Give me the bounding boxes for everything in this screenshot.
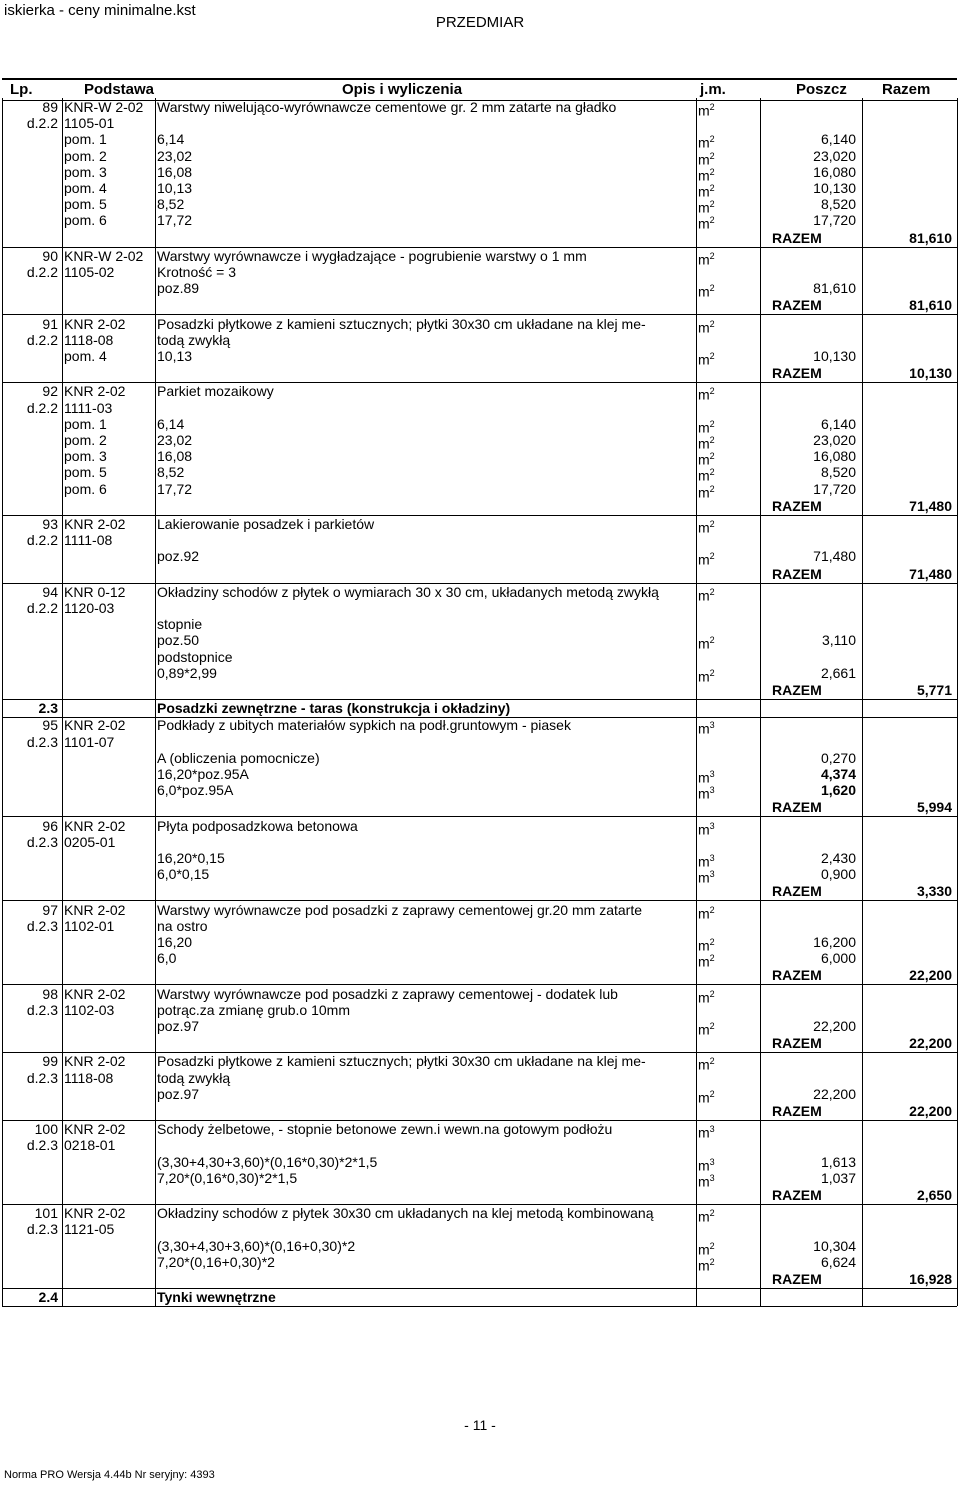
item-basis: 1118-08 [64,1069,114,1086]
item-description: 7,20*(0,16+0,30)*2 [157,1253,275,1270]
unit-cell: $m^2$ [698,183,715,200]
item-description: 6,0*poz.95A [157,782,234,799]
item-basis: pom. 6 [64,480,107,497]
item-quantity: 22,200 [813,1018,856,1034]
item-quantity: 2,430 [820,850,856,866]
item-quantity: 17,720 [813,480,856,497]
item-basis: pom. 6 [64,212,107,229]
unit-cell: $m^3$ [698,1156,715,1174]
item-basis: pom. 1 [64,415,107,432]
item-quantity: 1,613 [820,1153,856,1170]
unit-cell: $m^3$ [698,785,715,802]
table-header [2,78,957,101]
razem-label: RAZEM [772,1187,822,1203]
item-basis: pom. 5 [64,196,107,213]
item-basis: KNR 2-02 [64,1205,126,1222]
unit-cell: $m^2$ [698,1256,715,1274]
item-description: 23,02 [157,432,193,448]
unit-cell: $m^3$ [698,853,715,870]
col-razem: Razem [882,81,931,98]
item-basis: KNR 2-02 [64,901,126,918]
unit-cell: $m^2$ [698,667,715,685]
item-quantity: 17,720 [813,212,856,229]
item-quantity: 0,900 [820,866,856,883]
item-quantity: 16,200 [813,934,856,950]
unit-cell: $m^2$ [698,1088,715,1106]
section-title: Posadzki zewnętrzne - taras (konstrukcja i okładziny) [157,700,511,717]
item-description: poz.92 [157,548,200,565]
item-quantity: 3,110 [822,632,856,649]
razem-value: 22,200 [909,967,952,984]
item-quantity: 16,080 [813,448,856,465]
item-description: Podkłady z ubitych materiałów sypkich na podł.gruntowym - piasek [157,717,571,734]
item-description: 6,0 [157,950,177,967]
item-description: 16,20*0,15 [157,850,225,866]
item-basis: KNR 2-02 [64,315,126,332]
item-number: d.2.3 [26,1001,58,1018]
item-number: 90 [42,247,58,264]
item-description: Warstwy wyrównawcze pod posadzki z zaprawy cementowej - dodatek lub [157,985,618,1002]
item-number: 91 [42,315,58,332]
table-bottom-border [2,1306,957,1307]
item-quantity: 0,270 [820,749,856,766]
item-description: 17,72 [157,480,193,497]
column-rule [957,98,958,1306]
unit-cell: $m^2$ [698,386,715,404]
item-basis: pom. 1 [64,131,107,148]
item-quantity: 8,520 [820,464,856,481]
item-number: d.2.3 [26,833,58,850]
unit-cell: $m^3$ [698,1172,715,1190]
item-basis: KNR 2-02 [64,383,126,400]
section-number: 2.3 [38,700,58,717]
item-quantity: 81,610 [813,280,856,297]
razem-label: RAZEM [772,1103,822,1119]
item-basis: KNR 2-02 [64,1053,126,1070]
item-description: 7,20*(0,16*0,30)*2*1,5 [157,1169,298,1186]
item-quantity: 71,480 [813,548,856,565]
unit-cell: $m^3$ [698,769,715,786]
razem-value: 5,771 [916,682,952,698]
item-description: 6,0*0,15 [157,866,210,883]
col-lp: Lp. [10,81,33,98]
razem-label: RAZEM [772,1271,822,1287]
item-description: A (obliczenia pomocnicze) [157,749,320,766]
item-number: 99 [42,1053,58,1070]
item-number: d.2.2 [26,115,58,132]
item-basis: KNR 2-02 [64,1121,126,1138]
item-number: 94 [42,583,58,600]
razem-value: 3,330 [916,883,952,900]
razem-label: RAZEM [772,883,822,900]
item-number: d.2.2 [26,532,58,549]
item-description: (3,30+4,30+3,60)*(0,16*0,30)*2*1,5 [157,1153,378,1170]
unit-cell: $m^2$ [698,988,715,1006]
item-quantity: 6,000 [820,950,856,967]
col-podstawa: Podstawa [84,81,155,98]
unit-cell: $m^2$ [698,551,715,569]
item-basis: 0205-01 [64,833,116,850]
page-number: - 11 - [464,1417,496,1433]
item-quantity: 8,520 [820,196,856,213]
item-description: 8,52 [157,196,185,213]
item-description: 16,08 [157,163,193,180]
item-description: poz.97 [157,1018,200,1034]
item-number: d.2.2 [26,399,58,416]
col-jm: j.m. [700,81,726,98]
item-description: (3,30+4,30+3,60)*(0,16+0,30)*2 [157,1237,356,1254]
page-title: PRZEDMIAR [435,14,525,31]
item-description: na ostro [157,917,208,934]
col-opis: Opis i wyliczenia [342,81,463,98]
item-number: d.2.2 [26,600,58,616]
unit-cell: $m^3$ [698,869,715,886]
item-basis: 1105-02 [64,264,115,280]
item-basis: 1118-08 [64,331,114,348]
item-basis: KNR 2-02 [64,817,126,834]
item-basis: 1105-01 [64,115,115,132]
unit-cell: $m^2$ [698,586,715,604]
item-number: 95 [42,717,58,734]
razem-label: RAZEM [772,365,822,382]
unit-cell: $m^2$ [698,483,715,501]
item-number: 92 [42,383,58,400]
column-rule [2,98,3,1306]
item-number: d.2.3 [26,1137,58,1154]
unit-cell: $m^2$ [698,953,715,970]
unit-cell: $m^3$ [698,1124,715,1141]
unit-cell: $m^2$ [698,467,715,485]
item-basis: KNR 2-02 [64,985,126,1002]
item-description: Lakierowanie posadzek i parkietów [157,516,375,532]
item-description: 17,72 [157,212,193,229]
item-description: 16,08 [157,448,193,465]
item-quantity: 22,200 [813,1085,856,1102]
razem-label: RAZEM [772,229,822,246]
item-basis: 1111-03 [64,399,113,416]
item-description: 6,14 [157,131,185,148]
item-description: Warstwy wyrównawcze i wygładzające - pogrubienie warstwy o 1 mm [157,247,587,264]
item-quantity: 1,620 [820,782,856,799]
unit-cell: $m^2$ [698,635,715,653]
item-description: Warstwy niwelująco-wyrównawcze cementowe gr. 2 mm zatarte na gładko [157,99,617,115]
item-description: Posadzki płytkowe z kamieni sztucznych; płytki 30x30 cm układane na klej me- [157,315,646,332]
section-number: 2.4 [38,1289,58,1306]
razem-value: 5,994 [916,799,952,816]
razem-value: 71,480 [909,565,952,582]
footer-text: Norma PRO Wersja 4.44b Nr seryjny: 4393 [4,1469,215,1481]
column-rule [760,98,761,1306]
item-number: 93 [42,516,58,532]
item-description: Okładziny schodów z płytek o wymiarach 30 x 30 cm, układanych metodą zwykłą [157,583,659,600]
item-quantity: 10,304 [813,1237,856,1254]
column-rule [696,98,697,1306]
item-basis: pom. 4 [64,180,107,196]
unit-cell: $m^2$ [698,519,715,536]
item-description: Płyta podposadzkowa betonowa [157,817,358,834]
unit-cell: $m^2$ [698,1208,715,1225]
razem-value: 22,200 [909,1103,952,1119]
unit-cell: $m^2$ [698,1056,715,1074]
unit-cell: $m^2$ [698,904,715,922]
unit-cell: $m^2$ [698,150,715,168]
item-description: podstopnice [157,648,233,665]
unit-cell: $m^2$ [698,451,715,468]
unit-cell: $m^2$ [698,134,715,152]
item-basis: 1121-05 [64,1221,115,1238]
item-number: 89 [42,99,58,115]
item-description: 6,14 [157,415,185,432]
item-description: poz.97 [157,1085,200,1102]
razem-value: 16,928 [909,1271,952,1287]
item-description: 23,02 [157,147,193,164]
item-description: stopnie [157,616,203,633]
item-basis: pom. 3 [64,448,107,465]
razem-value: 71,480 [909,497,952,514]
item-description: Okładziny schodów z płytek 30x30 cm układanych na klej metodą kombinowaną [157,1205,654,1222]
item-basis: KNR 0-12 [64,583,126,600]
item-description: 16,20*poz.95A [157,766,249,782]
unit-cell: $m^2$ [698,435,715,452]
unit-cell: $m^2$ [698,102,715,119]
item-description: todą zwykłą [157,331,231,348]
razem-value: 22,200 [909,1035,952,1052]
item-basis: KNR 2-02 [64,516,126,532]
unit-cell: $m^2$ [698,215,715,233]
item-description: 0,89*2,99 [157,664,217,681]
item-description: Warstwy wyrównawcze pod posadzki z zaprawy cementowej gr.20 mm zatarte [157,901,642,918]
item-number: d.2.3 [26,917,58,934]
razem-value: 10,130 [909,365,952,382]
razem-label: RAZEM [772,1035,822,1052]
unit-cell: $m^2$ [698,199,715,216]
razem-value: 2,650 [916,1187,952,1203]
item-description: 16,20 [157,934,193,950]
item-quantity: 10,130 [813,348,856,364]
item-basis: 1111-08 [64,532,113,549]
unit-cell: $m^3$ [698,720,715,738]
item-quantity: 16,080 [813,163,856,180]
col-poszcz: Poszcz [796,81,847,98]
item-description: Schody żelbetowe, - stopnie betonowe zewn.i wewn.na gotowym podłożu [157,1121,613,1138]
unit-cell: $m^2$ [698,1021,715,1038]
item-description: 10,13 [157,180,193,196]
item-description: 8,52 [157,464,185,481]
item-number: 98 [42,985,58,1002]
item-basis: 1102-03 [64,1001,115,1018]
item-basis: 0218-01 [64,1137,116,1154]
item-number: d.2.3 [26,1069,58,1086]
unit-cell: $m^2$ [698,318,715,336]
item-number: d.2.3 [26,733,58,750]
item-description: poz.89 [157,280,200,297]
item-basis: pom. 5 [64,464,107,481]
item-number: d.2.2 [26,331,58,348]
item-number: d.2.3 [26,1221,58,1238]
razem-value: 81,610 [909,229,952,246]
item-quantity: 23,020 [813,432,856,448]
item-number: 97 [42,901,58,918]
item-description: Posadzki płytkowe z kamieni sztucznych; płytki 30x30 cm układane na klej me- [157,1053,646,1070]
unit-cell: $m^3$ [698,820,715,838]
unit-cell: $m^2$ [698,166,715,184]
item-description: poz.50 [157,632,200,649]
item-quantity: 23,020 [813,147,856,164]
item-basis: 1102-01 [64,917,115,934]
razem-label: RAZEM [772,297,822,314]
razem-label: RAZEM [772,682,822,698]
unit-cell: $m^2$ [698,418,715,436]
item-description: Parkiet mozaikowy [157,383,274,400]
item-basis: KNR-W 2-02 [64,99,144,115]
razem-label: RAZEM [772,497,822,514]
item-number: d.2.2 [26,264,58,280]
file-name: iskierka - ceny minimalne.kst [4,2,196,19]
razem-label: RAZEM [772,967,822,984]
razem-label: RAZEM [772,799,822,816]
item-basis: pom. 4 [64,348,107,364]
item-description: 10,13 [157,348,193,364]
item-number: 100 [34,1121,58,1138]
razem-value: 81,610 [909,297,952,314]
item-number: 96 [42,817,58,834]
item-basis: 1101-07 [64,733,115,750]
item-quantity: 6,140 [820,415,856,432]
unit-cell: $m^2$ [698,250,715,268]
column-rule [862,98,863,1306]
item-quantity: 10,130 [813,180,856,196]
item-quantity: 2,661 [820,664,856,681]
item-basis: pom. 2 [64,432,107,448]
item-description: potrąc.za zmianę grub.o 10mm [157,1001,350,1018]
item-number: 101 [34,1205,58,1222]
item-basis: KNR-W 2-02 [64,247,144,264]
item-description: Krotność = 3 [157,264,236,280]
item-basis: KNR 2-02 [64,717,126,734]
item-quantity: 1,037 [820,1169,856,1186]
item-basis: 1120-03 [64,600,115,616]
item-quantity: 6,624 [820,1253,856,1270]
item-description: todą zwykłą [157,1069,231,1086]
unit-cell: $m^2$ [698,351,715,368]
item-basis: pom. 3 [64,163,107,180]
item-quantity: 4,374 [820,766,856,782]
razem-label: RAZEM [772,565,822,582]
unit-cell: $m^2$ [698,937,715,954]
column-rule [155,98,156,1306]
item-basis: pom. 2 [64,147,107,164]
section-title: Tynki wewnętrzne [157,1289,276,1306]
unit-cell: $m^2$ [698,1240,715,1258]
column-rule [62,98,63,1306]
item-quantity: 6,140 [820,131,856,148]
unit-cell: $m^2$ [698,283,715,300]
